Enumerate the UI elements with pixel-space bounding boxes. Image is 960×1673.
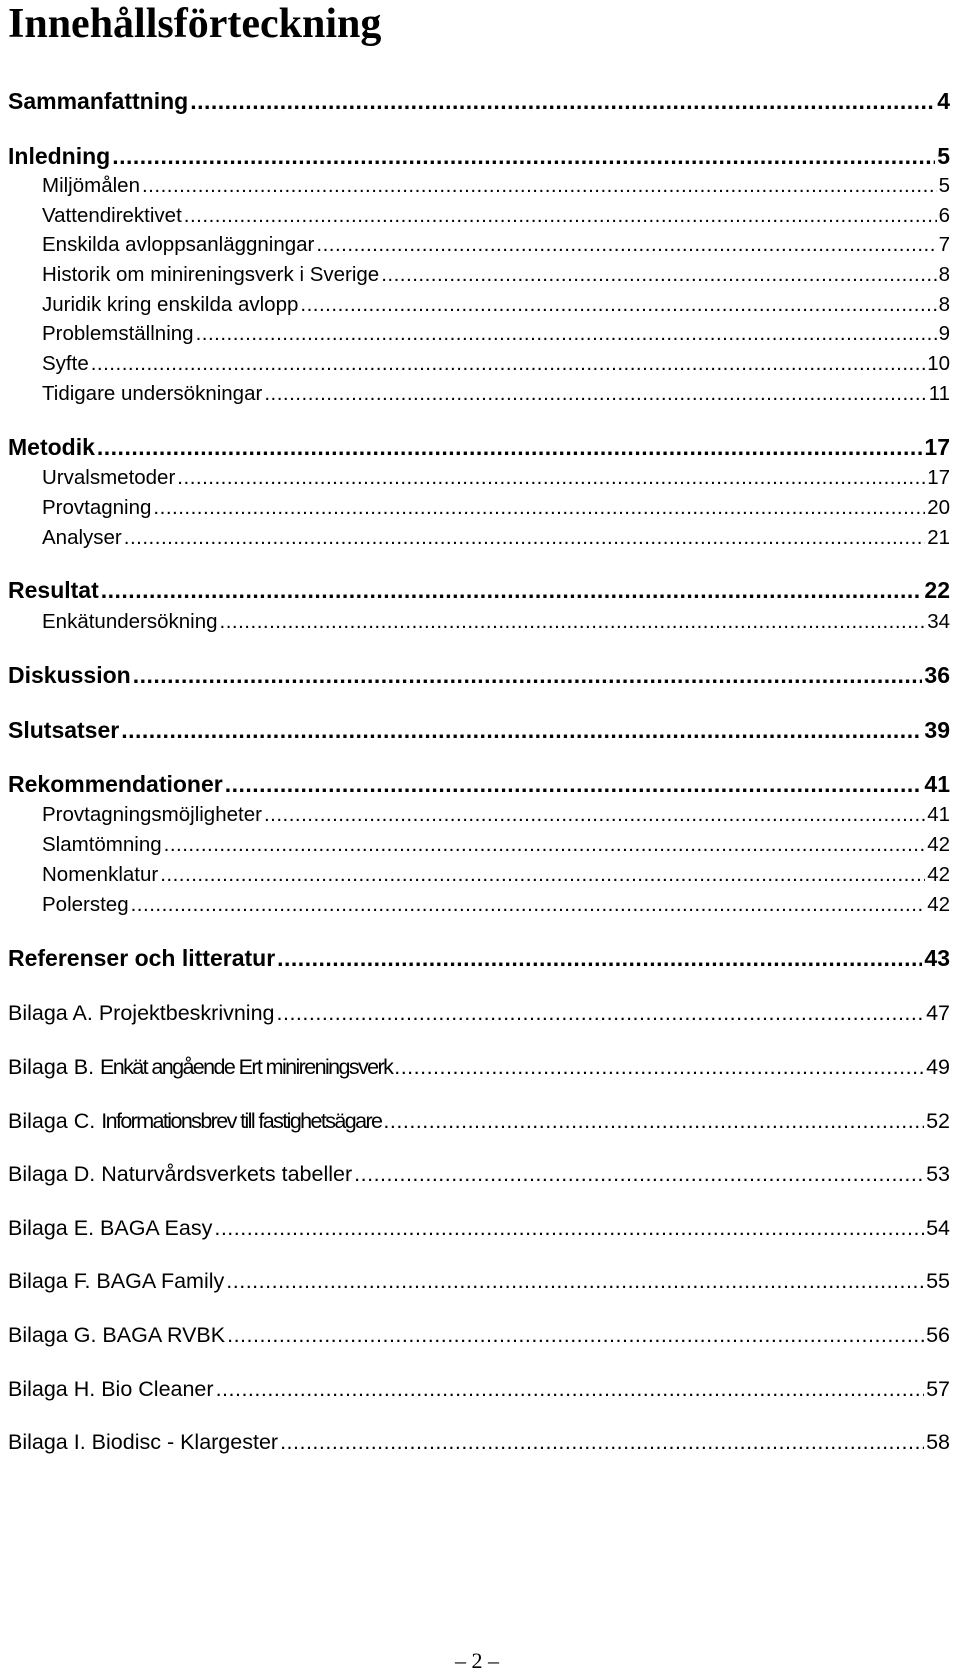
toc-leader-dots [277,943,922,973]
page-number: – 2 – [455,1648,499,1673]
toc-entry-bilaga-g[interactable] [8,1320,950,1350]
toc-entry-title: Tidigare undersökningar [42,382,263,405]
toc-leader-dots [226,1266,924,1296]
toc-entry-title: Vattendirektivet [42,204,182,227]
toc-entry-syfte[interactable] [42,350,950,378]
toc-entry-provtagning[interactable] [42,494,950,522]
toc-leader-dots [316,231,936,259]
toc-entry-historik[interactable] [42,261,950,289]
toc-leader-dots [383,1106,924,1136]
toc-leader-dots [131,891,926,919]
toc-entry-slamtomning[interactable] [42,831,950,859]
toc-leader-dots [280,1427,924,1457]
toc-entry-juridik[interactable] [42,291,950,319]
toc-leader-dots [225,769,923,799]
toc-entry-page: 57 [926,1377,950,1401]
toc-leader-dots [160,861,925,889]
toc-entry-page: 56 [926,1323,950,1347]
toc-leader-dots [190,86,935,116]
toc-entry-bilaga-b[interactable] [8,1052,950,1082]
toc-entry-title: Slutsatser [8,717,120,743]
toc-entry-metodik[interactable] [8,432,950,462]
toc-entry-page: 42 [927,893,950,916]
toc-entry-title: Bilaga I. Biodisc - Klargester [8,1430,279,1454]
toc-entry-page: 47 [926,1001,950,1025]
toc-entry-title: Polersteg [42,893,129,916]
toc-entry-vattendirektivet[interactable] [42,202,950,230]
toc-leader-dots [142,172,937,200]
toc-entry-sammanfattning[interactable] [8,86,950,116]
toc-entry-page: 5 [937,143,950,169]
toc-entry-miljomalen[interactable] [42,172,950,200]
toc-entry-title: Informationsbrev till fastighetsägare [101,1109,382,1133]
toc-entry-title: Enkätundersökning [42,610,218,633]
toc-entry-enkatundersokning[interactable] [42,608,950,636]
toc-entry-title: Historik om minireningsverk i Sverige [42,263,380,286]
toc-entry-title: Bilaga F. BAGA Family [8,1269,225,1293]
toc-entry-page: 52 [926,1109,950,1133]
toc-entry-page: 39 [924,717,950,743]
toc-leader-dots [124,524,925,552]
toc-entry-page: 58 [926,1430,950,1454]
toc-leader-dots [216,1374,925,1404]
toc-entry-page: 42 [927,863,950,886]
toc-entry-title: Rekommendationer [8,771,223,797]
toc-entry-title: Referenser och litteratur [8,945,276,971]
toc-entry-slutsatser[interactable] [8,715,950,745]
toc-entry-page: 8 [938,293,950,316]
toc-entry-page: 53 [926,1162,950,1186]
toc-entry-title: Miljömålen [42,174,140,197]
toc-entry-provtagningsmojligheter[interactable] [42,801,950,829]
toc-entry-bilaga-h[interactable] [8,1374,950,1404]
toc-entry-urvalsmetoder[interactable] [42,464,950,492]
toc-entry-diskussion[interactable] [8,660,950,690]
toc-entry-title: Bilaga G. BAGA RVBK [8,1323,226,1347]
toc-entry-title: Urvalsmetoder [42,466,176,489]
toc-leader-dots [220,608,926,636]
toc-entry-rekommendationer[interactable] [8,769,950,799]
toc-leader-dots [91,350,925,378]
toc-entry-page: 54 [926,1216,950,1240]
toc-leader-dots [300,291,936,319]
toc-leader-dots [394,1052,924,1082]
toc-entry-bilaga-f[interactable] [8,1266,950,1296]
toc-leader-dots [133,660,923,690]
toc-entry-bilaga-a[interactable] [8,998,950,1028]
toc-entry-title-prefix: Bilaga B. [8,1055,101,1079]
toc-entry-nomenklatur[interactable] [42,861,950,889]
toc-leader-dots [97,432,923,462]
toc-leader-dots [164,831,926,859]
toc-entry-problemstallning[interactable] [42,320,950,348]
toc-entry-title: Provtagningsmöjligheter [42,803,262,826]
toc-entry-page: 41 [924,771,950,797]
toc-entry-title: Resultat [8,577,99,603]
toc-entry-page: 17 [927,466,950,489]
toc-leader-dots [184,202,937,230]
toc-leader-dots [354,1159,924,1189]
toc-leader-dots [214,1213,924,1243]
toc-entry-page: 22 [924,577,950,603]
toc-entry-page: 36 [924,662,950,688]
toc-entry-page: 9 [938,322,950,345]
toc-entry-page: 21 [927,526,950,549]
toc-leader-dots [277,998,925,1028]
toc-leader-dots [121,715,922,745]
toc-entry-page: 34 [927,610,950,633]
toc-entry-page: 17 [924,434,950,460]
toc-entry-page: 6 [938,204,950,227]
toc-leader-dots [101,575,923,605]
toc-leader-dots [196,320,937,348]
toc-entry-analyser[interactable] [42,524,950,552]
toc-leader-dots [112,141,935,171]
toc-entry-polersteg[interactable] [42,891,950,919]
toc-entry-title-prefix: Bilaga C. [8,1109,102,1133]
toc-entry-title: Inledning [8,143,111,169]
toc-entry-page: 5 [938,174,950,197]
toc-entry-title: Slamtömning [42,833,162,856]
toc-entry-title: Diskussion [8,662,131,688]
toc-entry-page: 7 [938,233,950,256]
toc-entry-title: Sammanfattning [8,88,189,114]
toc-entry-page: 4 [937,88,950,114]
toc-entry-bilaga-d[interactable] [8,1159,950,1189]
toc-entry-title: Syfte [42,352,89,375]
toc-entry-title: Nomenklatur [42,863,159,886]
toc-leader-dots [177,464,925,492]
toc-entry-page: 8 [938,263,950,286]
toc-entry-title: Metodik [8,434,95,460]
toc-entry-inledning[interactable] [8,141,950,171]
toc-entry-title: Analyser [42,526,122,549]
toc-entry-page: 43 [924,945,950,971]
toc-entry-bilaga-e[interactable] [8,1213,950,1243]
toc-leader-dots [381,261,936,289]
toc-entry-tidigare-undersokningar[interactable] [42,380,950,408]
toc-entry-title: Problemställning [42,322,194,345]
toc-entry-page: 49 [926,1055,950,1079]
toc-entry-bilaga-i[interactable] [8,1427,950,1457]
toc-leader-dots [264,801,925,829]
page-title: Innehållsförteckning [8,1,382,47]
toc-entry-title: Provtagning [42,496,152,519]
toc-leader-dots [264,380,926,408]
toc-leader-dots [153,494,925,522]
toc-entry-title: Bilaga E. BAGA Easy [8,1216,213,1240]
toc-entry-page: 10 [927,352,950,375]
toc-entry-referenser[interactable] [8,943,950,973]
toc-leader-dots [227,1320,924,1350]
toc-entry-title: Juridik kring enskilda avlopp [42,293,299,316]
toc-entry-title: Bilaga H. Bio Cleaner [8,1377,214,1401]
toc-entry-page: 20 [927,496,950,519]
toc-entry-page: 55 [926,1269,950,1293]
toc-entry-page: 11 [928,382,950,405]
toc-entry-page: 42 [927,833,950,856]
toc-entry-title: Bilaga D. Naturvårdsverkets tabeller [8,1162,353,1186]
toc-entry-page: 41 [927,803,950,826]
toc-entry-resultat[interactable] [8,575,950,605]
toc-entry-title: Bilaga A. Projektbeskrivning [8,1001,275,1025]
toc-entry-bilaga-c[interactable] [8,1106,950,1136]
toc-entry-title: Enkät angående Ert minireningsverk [100,1055,393,1079]
toc-entry-enskilda-avloppsanlaggningar[interactable] [42,231,950,259]
toc-entry-title: Enskilda avloppsanläggningar [42,233,315,256]
